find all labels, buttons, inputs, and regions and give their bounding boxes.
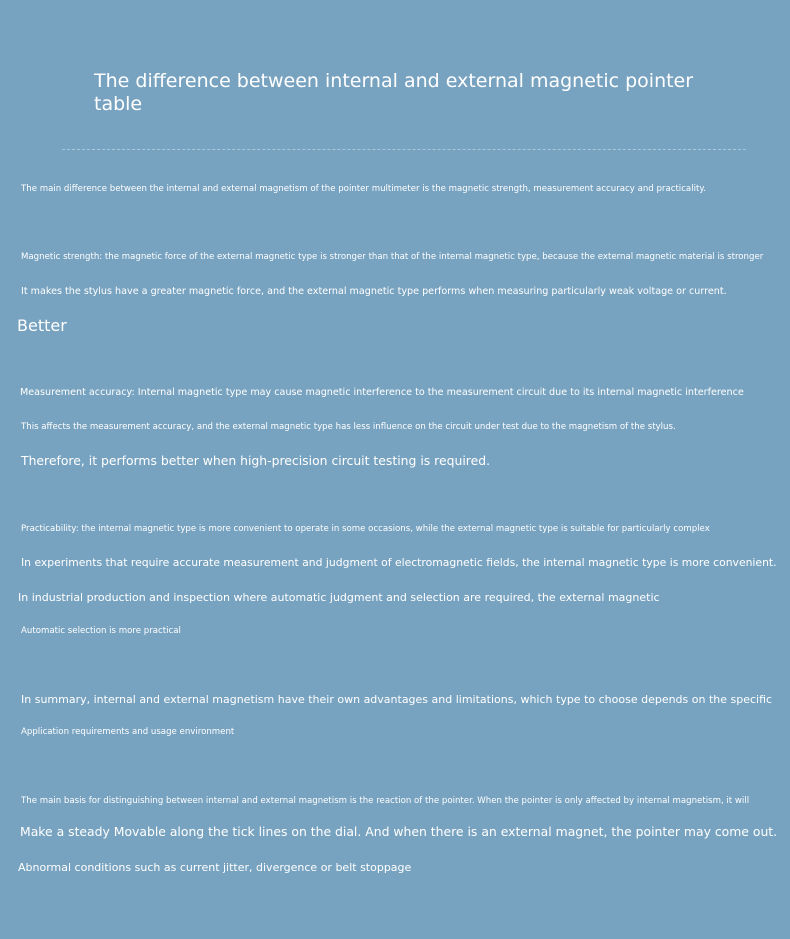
intro-text: The main difference between the internal and external magnetism of the pointer multimeter is the magnetic strength, measurement accuracy and practicality. — [21, 184, 706, 194]
practicability-text-3: In industrial production and inspection where automatic judgment and selection are required, the external magnetic — [18, 591, 660, 604]
strength-text-3: Better — [17, 316, 67, 335]
basis-text-1: The main basis for distinguishing between internal and external magnetism is the reaction of the pointer. When the pointer is only affected by internal magnetism, it will — [21, 796, 750, 806]
page-title: The difference between internal and external magnetic pointer table — [94, 70, 694, 115]
strength-text-1: Magnetic strength: the magnetic force of the external magnetic type is stronger than that of the internal magnetic type, because the external magnetic material is stronger — [21, 252, 764, 262]
practicability-text-2: In experiments that require accurate measurement and judgment of electromagnetic fields, the internal magnetic type is more convenient. — [21, 556, 777, 569]
summary-text-2: Application requirements and usage environment — [21, 727, 235, 737]
dashed-divider — [62, 149, 746, 150]
accuracy-text-2: This affects the measurement accuracy, and the external magnetic type has less influence on the circuit under test due to the magnetism of the stylus. — [21, 422, 676, 432]
basis-text-2: Make a steady Movable along the tick lines on the dial. And when there is an external magnet, the pointer may come out. — [20, 824, 778, 839]
practicability-text-1: Practicability: the internal magnetic type is more convenient to operate in some occasions, while the external magnetic type is suitable for particularly complex — [21, 524, 710, 534]
accuracy-text-3: Therefore, it performs better when high-precision circuit testing is required. — [21, 453, 491, 468]
practicability-text-4: Automatic selection is more practical — [21, 626, 181, 636]
accuracy-text-1: Measurement accuracy: Internal magnetic type may cause magnetic interference to the measurement circuit due to its internal magnetic interference — [20, 387, 744, 398]
basis-text-3: Abnormal conditions such as current jitter, divergence or belt stoppage — [18, 861, 412, 874]
strength-text-2: It makes the stylus have a greater magnetic force, and the external magnetic type performs when measuring particularly weak voltage or current. — [21, 286, 727, 297]
summary-text-1: In summary, internal and external magnetism have their own advantages and limitations, which type to choose depends on the specific — [21, 693, 773, 706]
